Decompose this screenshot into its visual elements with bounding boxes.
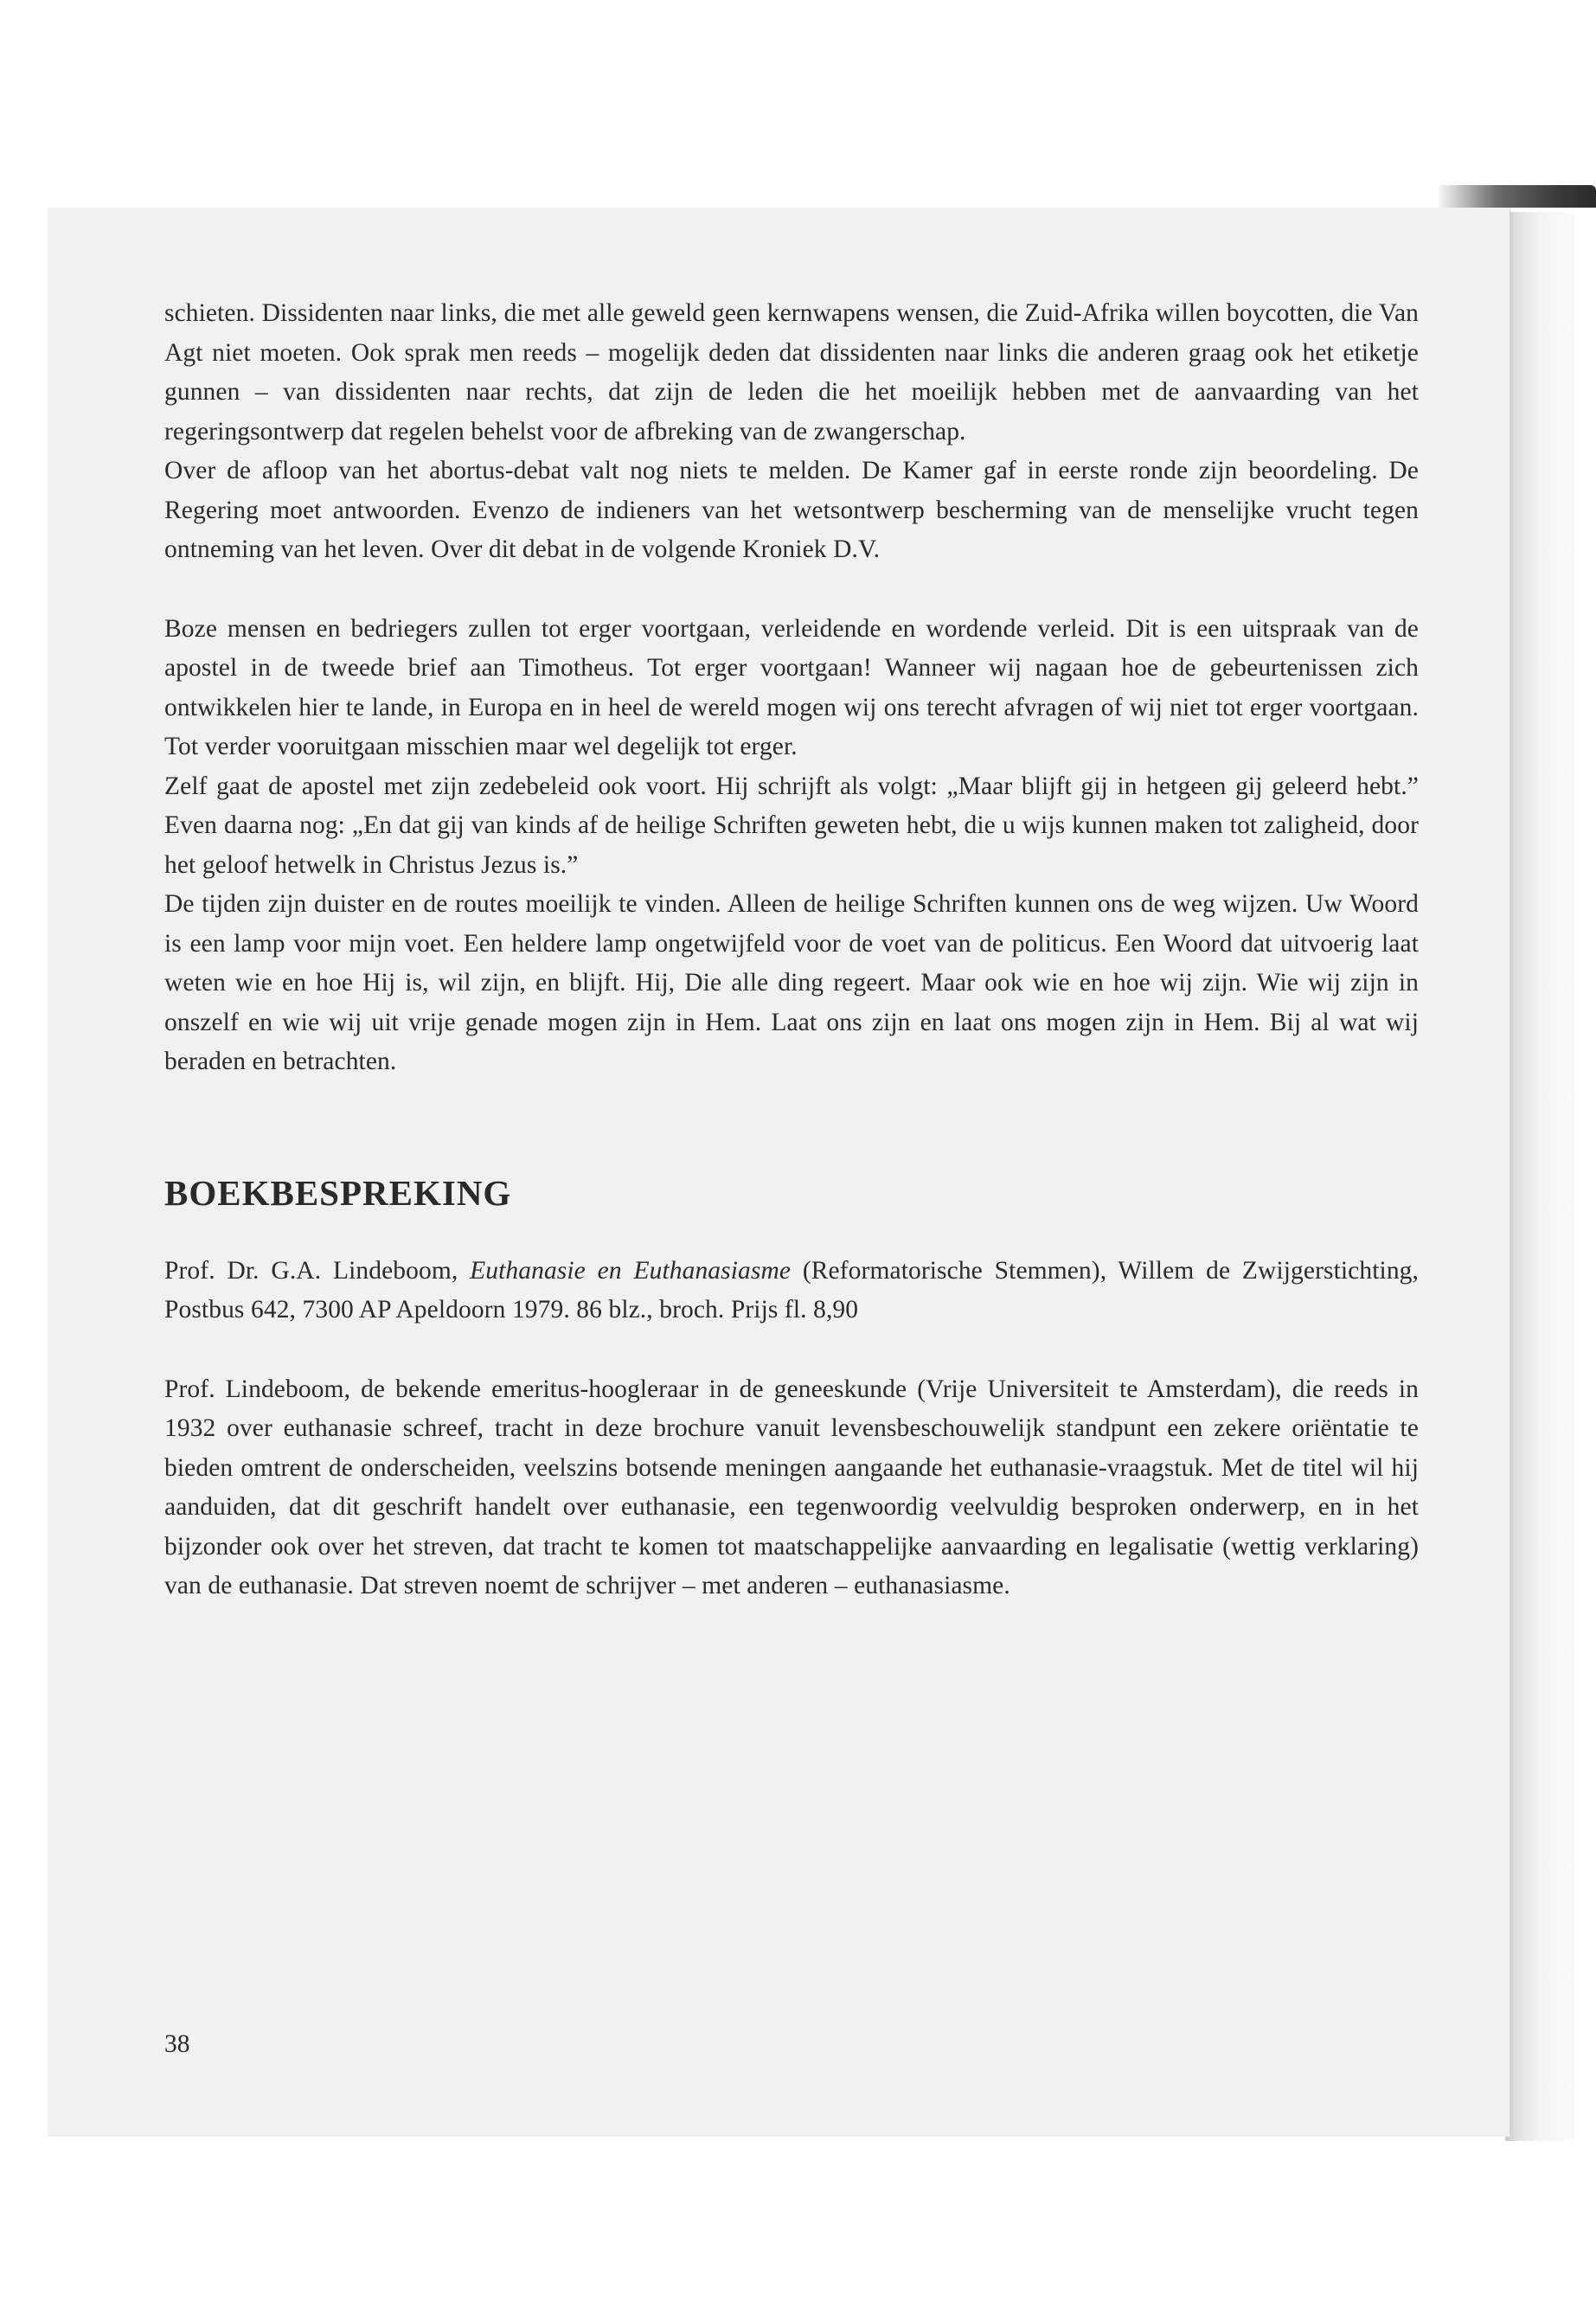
book-title: Euthanasie en Euthanasiasme <box>470 1256 792 1285</box>
book-page-edge <box>1505 212 1574 2141</box>
book-spine-top-mark <box>1436 185 1596 208</box>
section-heading: BOEKBESPREKING <box>164 1172 512 1213</box>
page-number: 38 <box>164 2030 190 2058</box>
intro-paragraph-2: Over de afloop van het abortus-debat valt nog niets te melden. De Kamer gaf in eerste ronde zijn beoordeling. De Regering moet antwoorden. Evenzo de indieners van het wetsontwerp bescherming van de menselijke vrucht tegen ontneming van het leven. Over dit debat in de volgende Kroniek D.V. <box>164 457 1419 563</box>
book-reference <box>164 1252 1419 1330</box>
page-content <box>164 294 1419 1606</box>
main-paragraph-3: De tijden zijn duister en de routes moeilijk te vinden. Alleen de heilige Schriften kunnen ons de weg wijzen. Uw Woord is een lamp voor mijn voet. Een heldere lamp ongetwijfeld voor de voet van de politicus. Een Woord dat uitvoerig laat weten wie en hoe Hij is, wil zijn, en blijft. Hij, Die alle ding regeert. Maar ook wie en hoe wij zijn. Wie wij zijn in onszelf en wie wij uit vrije genade mogen zijn in Hem. Laat ons zijn en laat ons mogen zijn in Hem. Bij al wat wij beraden en betrachten. <box>164 890 1419 1075</box>
main-paragraph-2: Zelf gaat de apostel met zijn zedebeleid ook voort. Hij schrijft als volgt: „Maar blijft gij in hetgeen gij geleerd hebt.” Even daarna nog: „En dat gij van kinds af de heilige Schriften geweten hebt, die u wijs kunnen maken tot zaligheid, door het geloof hetwelk in Christus Jezus is.” <box>164 772 1419 879</box>
intro-paragraph-1: schieten. Dissidenten naar links, die met alle geweld geen kernwapens wensen, die Zuid-Afrika willen boycotten, die Van Agt niet moeten. Ook sprak men reeds – mogelijk deden dat dissidenten naar links die anderen graag ook het etiketje gunnen – van dissidenten naar rechts, dat zijn de leden die het moeilijk hebben met de aanvaarding van het regeringsontwerp dat regelen behelst voor de afbreking van de zwangerschap. <box>164 299 1419 445</box>
review-paragraph: Prof. Lindeboom, de bekende emeritus-hoogleraar in de geneeskunde (Vrije Universiteit te Amsterdam), die reeds in 1932 over euthanasie schreef, tracht in deze brochure vanuit levensbeschouwelijk standpunt een zekere oriëntatie te bieden omtrent de onderscheiden, veelszins botsende meningen aangaande het euthanasie-vraagstuk. Met de titel wil hij aanduiden, dat dit geschrift handelt over euthanasie, een tegenwoordig veelvuldig besproken onderwerp, en in het bijzonder ook over het streven, dat tracht te komen tot maatschappelijke aanvaarding en legalisatie (wettig verklaring) van de euthanasie. Dat streven noemt de schrijver – met anderen – euthanasiasme. <box>164 1375 1419 1599</box>
book-details: (Reformatorische Stemmen), Willem de Zwijgerstichting, Postbus 642, 7300 AP Apeldoorn 1979. 86 blz., broch. Prijs fl. 8,90 <box>164 1256 1419 1324</box>
scanned-page <box>48 208 1509 2137</box>
main-paragraph-1: Boze mensen en bedriegers zullen tot erger voortgaan, verleidende en wordende verleid. Dit is een uitspraak van de apostel in de tweede brief aan Timotheus. Tot erger voortgaan! Wanneer wij nagaan hoe de gebeurtenissen zich ontwikkelen hier te lande, in Europa en in heel de wereld mogen wij ons terecht afvragen of wij niet tot erger voortgaan. Tot verder vooruitgaan misschien maar wel degelijk tot erger. <box>164 614 1419 760</box>
book-author: Prof. Dr. G.A. Lindeboom, <box>164 1256 458 1285</box>
